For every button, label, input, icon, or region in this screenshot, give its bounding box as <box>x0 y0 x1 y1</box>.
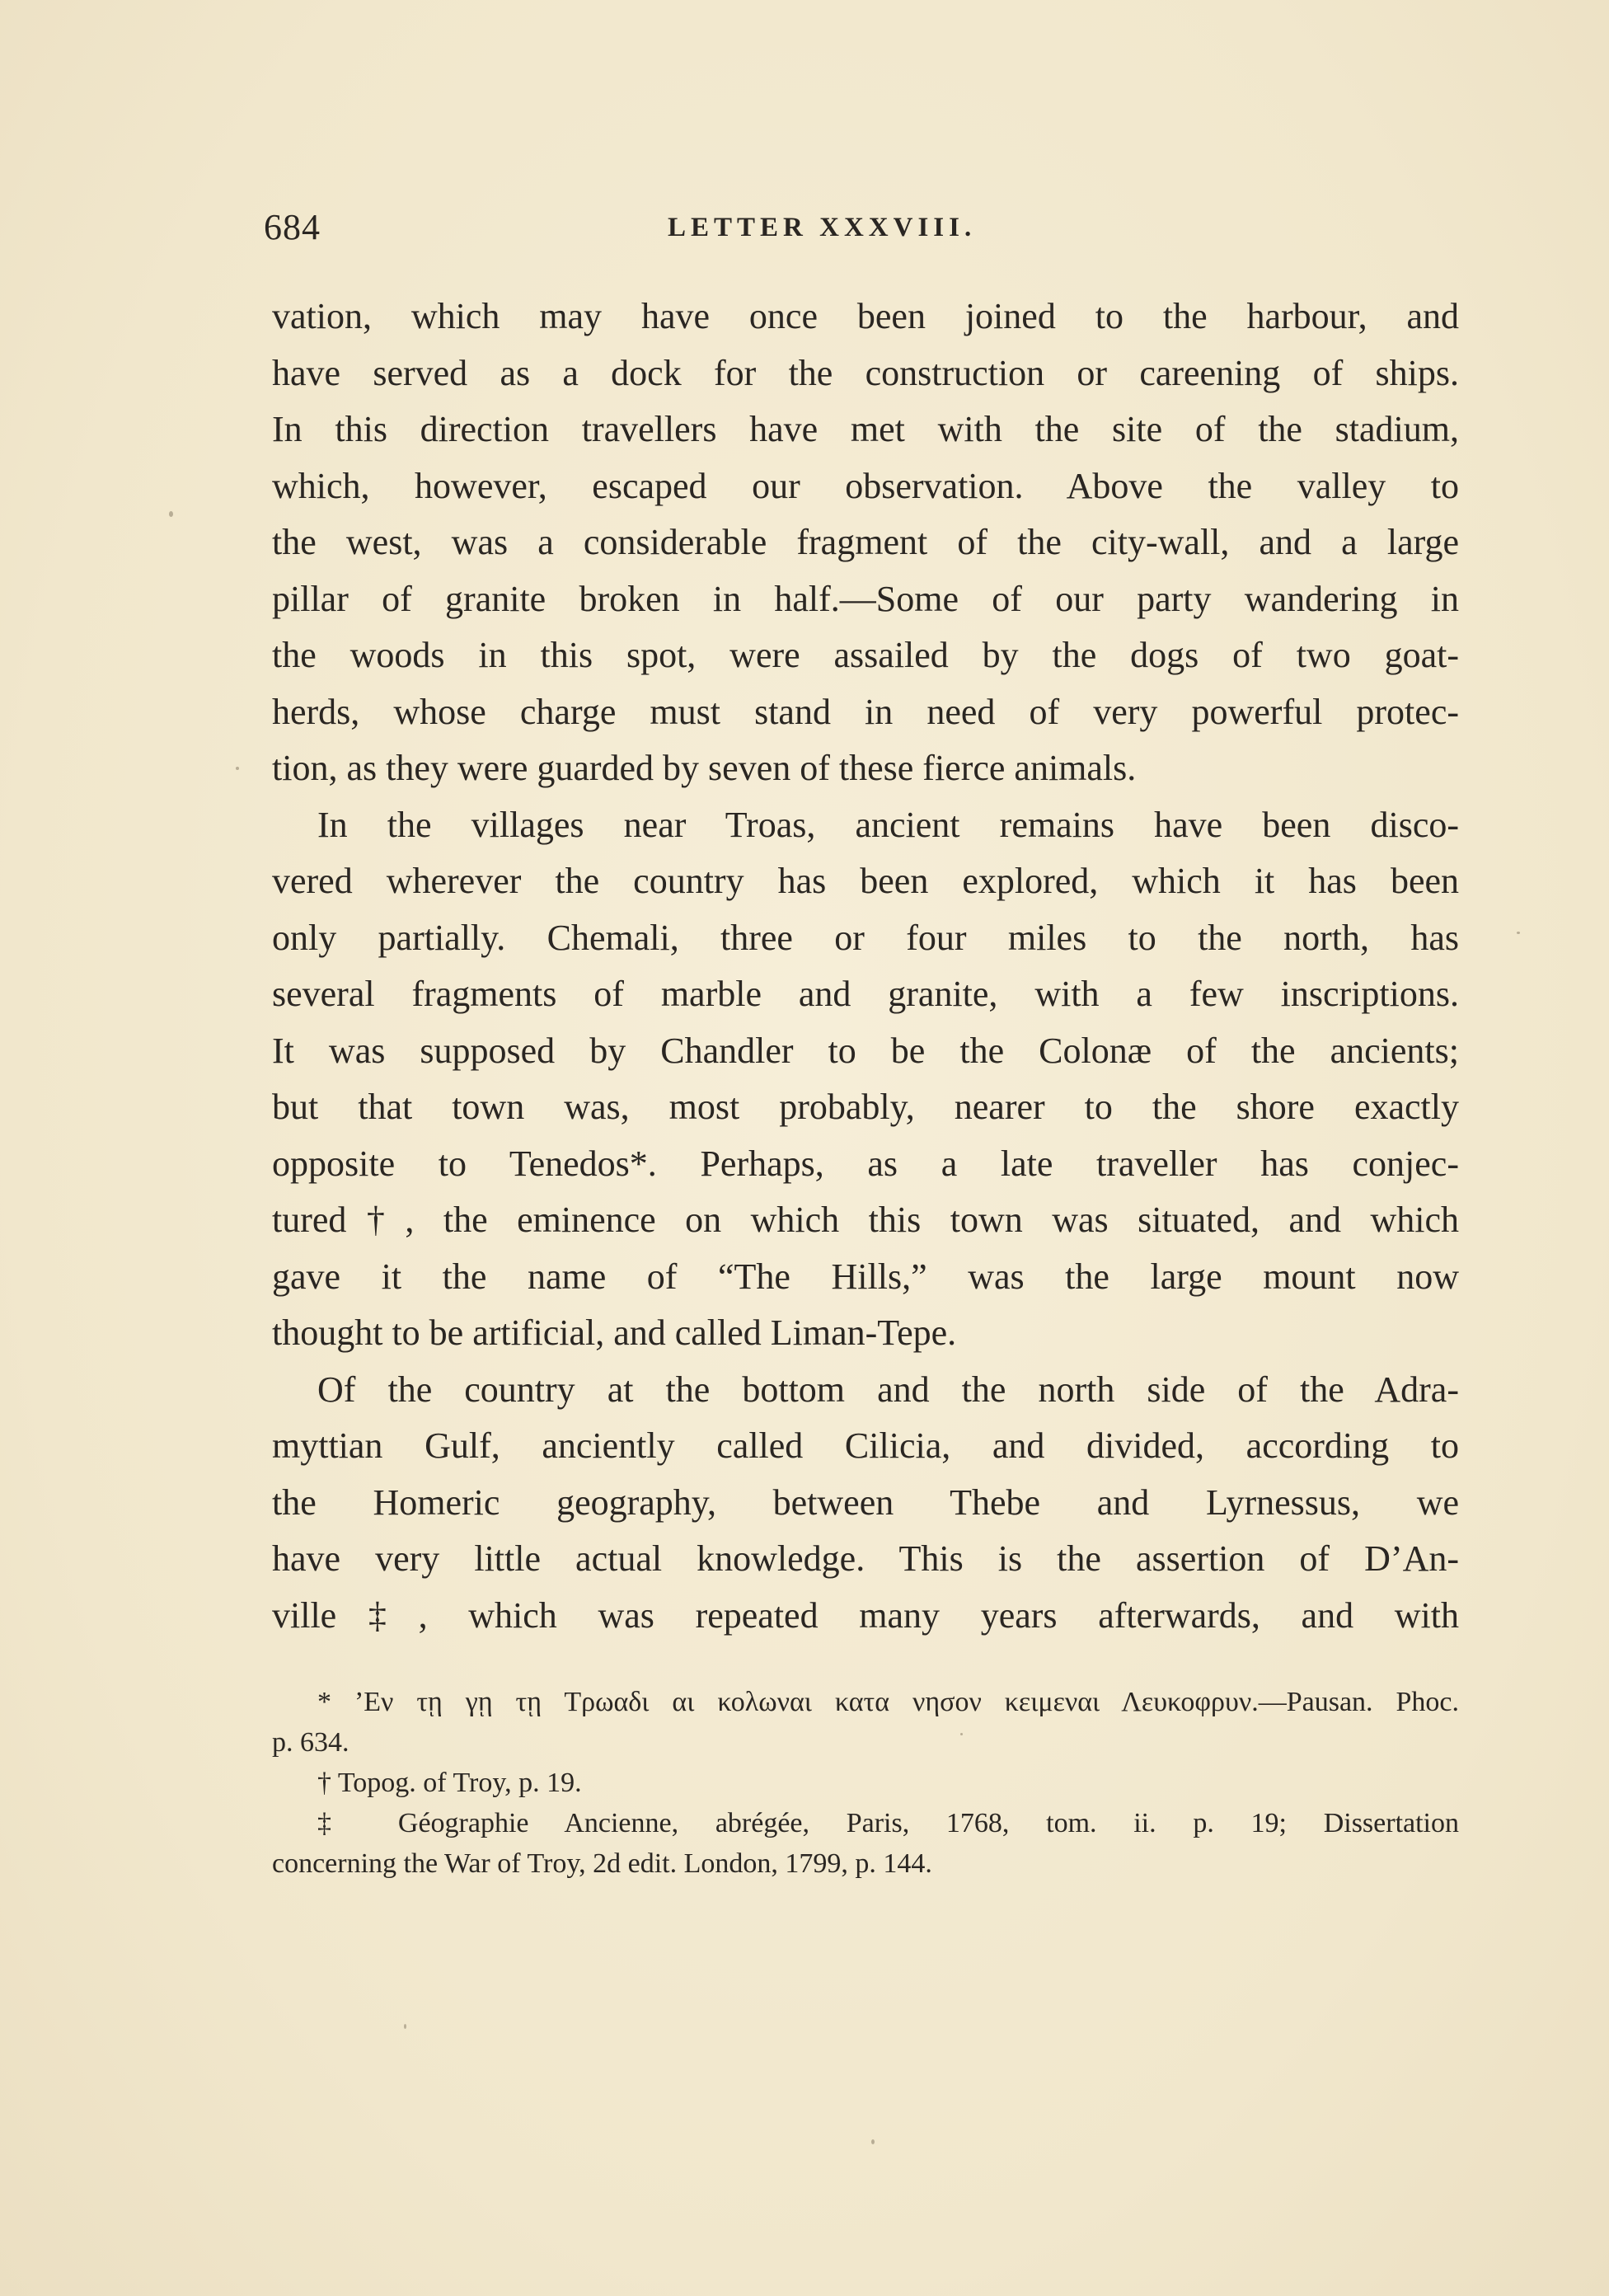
footnote-line: † Topog. of Troy, p. 19. <box>317 1768 582 1798</box>
text-line: the west, was a considerable fragment of the city-wall, and a large <box>272 522 1459 562</box>
paper-speck <box>960 1733 963 1735</box>
text-line: myttian Gulf, anciently called Cilicia, and divided, according to <box>272 1425 1459 1466</box>
footnotes <box>272 1682 1459 1884</box>
paper-speck <box>236 767 239 770</box>
text-line: have served as a dock for the construction or careening of ships. <box>272 352 1459 393</box>
text-line: vation, which may have once been joined to the harbour, and <box>272 296 1459 336</box>
text-line: In the villages near Troas, ancient remains have been disco- <box>317 804 1459 845</box>
text-line: gave it the name of “The Hills,” was the large mount now <box>272 1256 1459 1297</box>
text-line: the Homeric geography, between Thebe and Lyrnessus, we <box>272 1481 1459 1523</box>
text-line: It was supposed by Chandler to be the Colonæ of the ancients; <box>272 1030 1459 1071</box>
text-line: ville‡, which was repeated many years afterwards, and with <box>272 1594 1459 1636</box>
text-line: Of the country at the bottom and the north side of the Adra- <box>317 1369 1459 1410</box>
footnote-line: p. 634. <box>272 1727 349 1758</box>
footnote-line: concerning the War of Troy, 2d edit. London, 1799, p. 144. <box>272 1848 932 1879</box>
text-line: the woods in this spot, were assailed by the dogs of two goat- <box>272 635 1459 675</box>
text-line: have very little actual knowledge. This is the assertion of D’An- <box>272 1538 1459 1579</box>
footnote-line: ‡ Géographie Ancienne, abrégée, Paris, 1768, tom. ii. p. 19; Dissertation <box>317 1808 1459 1838</box>
text-line: vered wherever the country has been explored, which it has been <box>272 861 1459 901</box>
text-line: which, however, escaped our observation. Above the valley to <box>272 465 1459 506</box>
page-header <box>264 206 1459 256</box>
page-number: 684 <box>264 207 321 247</box>
body-text <box>272 289 1459 1644</box>
footnote-line: * ’Εν τῃ γῃ τῃ Τρωαδι αι κολωναι κατα νησον κειμεναι Λευκοφρυν.—Pausan. Phoc. <box>317 1687 1459 1717</box>
text-line: but that town was, most probably, nearer to the shore exactly <box>272 1087 1459 1127</box>
paper-speck <box>1517 932 1520 934</box>
text-line: tured†, the eminence on which this town was situated, and which <box>272 1200 1459 1240</box>
paper-speck <box>169 511 173 517</box>
text-line: only partially. Chemali, three or four miles to the north, has <box>272 917 1459 958</box>
paper-speck <box>404 2024 406 2029</box>
text-line: opposite to Tenedos*. Perhaps, as a late traveller has conjec- <box>272 1143 1459 1184</box>
paper-speck <box>871 2139 875 2144</box>
text-line: tion, as they were guarded by seven of these fierce animals. <box>272 748 1137 788</box>
text-line: In this direction travellers have met with the site of the stadium, <box>272 409 1459 449</box>
running-head: LETTER XXXVIII. <box>668 213 977 242</box>
text-line: pillar of granite broken in half.—Some of our party wandering in <box>272 578 1459 619</box>
text-line: thought to be artificial, and called Liman-Tepe. <box>272 1312 957 1353</box>
text-line: several fragments of marble and granite, with a few inscriptions. <box>272 974 1459 1014</box>
text-line: herds, whose charge must stand in need of very powerful protec- <box>272 691 1459 732</box>
